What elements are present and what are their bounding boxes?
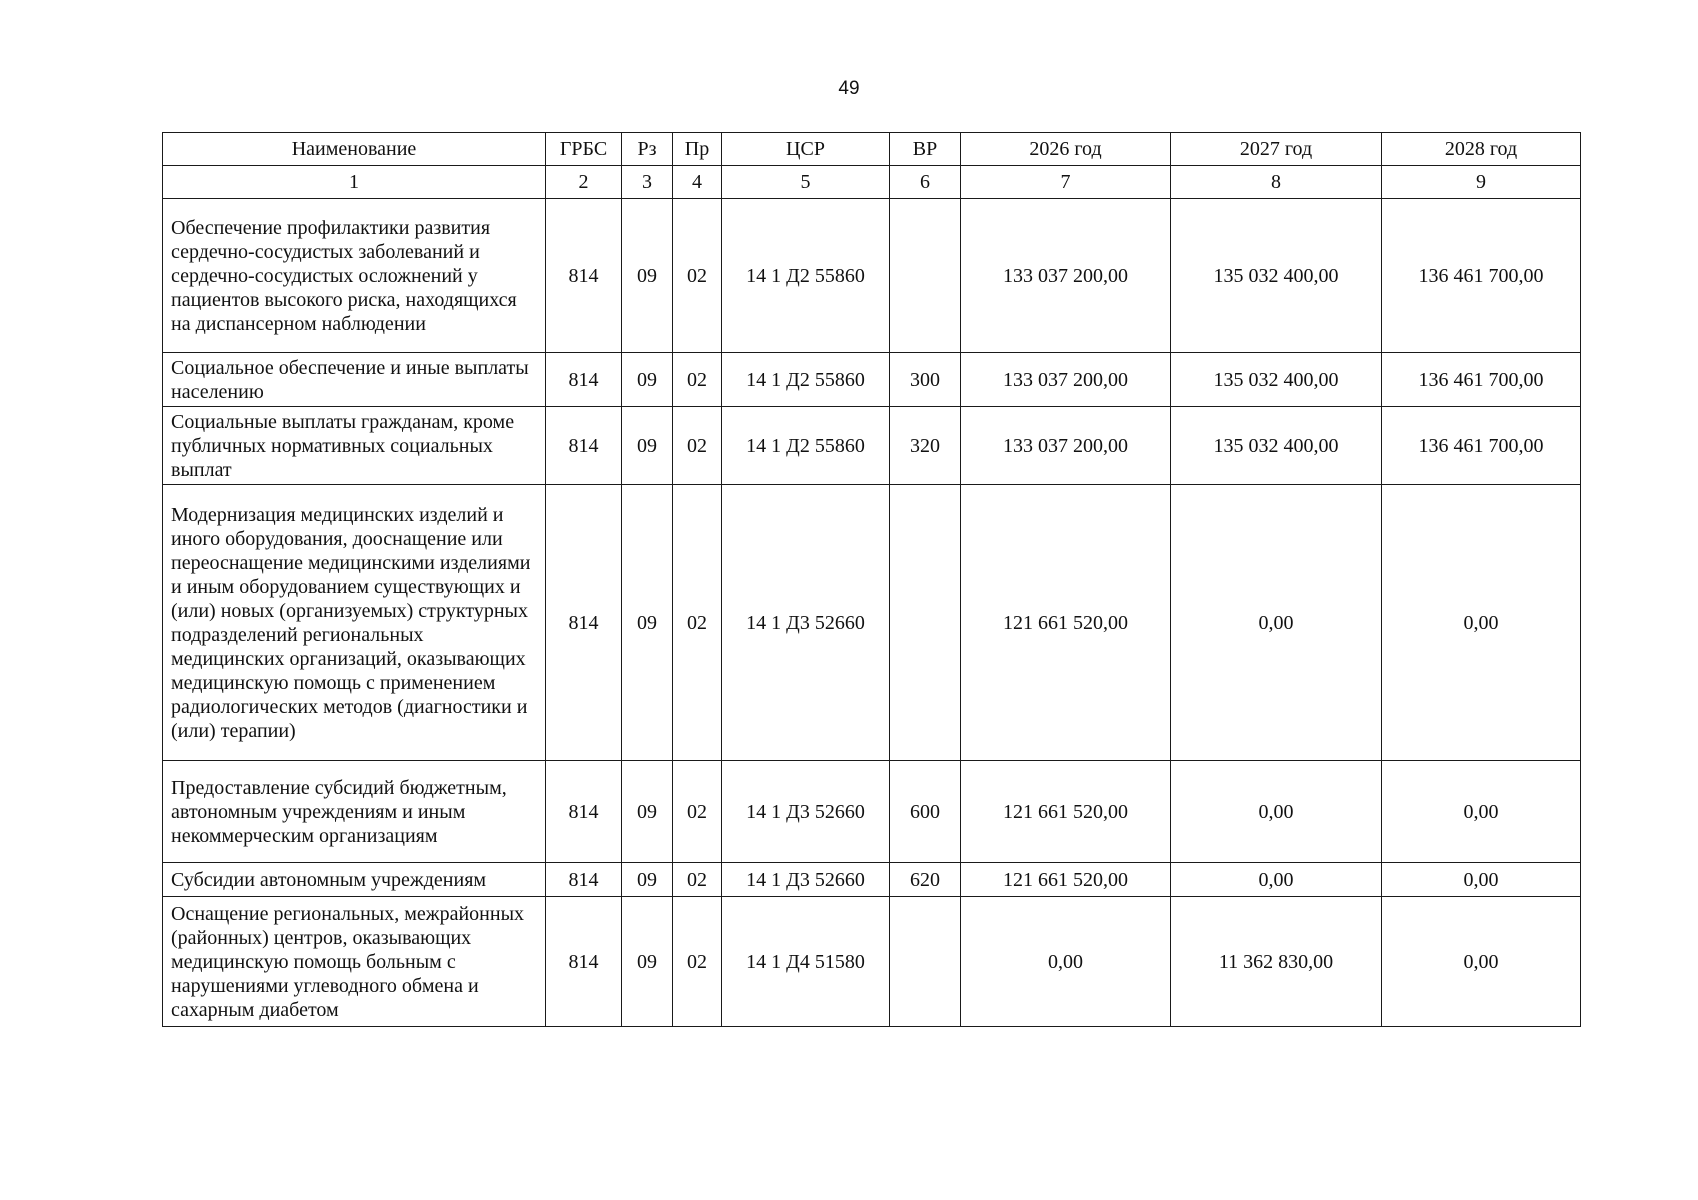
row-name: Модернизация медицинских изделий и иного оборудования, дооснащение или переоснащение медицинскими изделиями и иным оборудованием существующих и (или) новых (организуемых) структурных подразделений региональных медицинских организаций, оказывающих медицинскую помощь с применением радиологических методов (диагностики и (или) терапии) [163, 485, 546, 761]
row-rz: 09 [622, 199, 673, 353]
row-2027: 0,00 [1171, 485, 1382, 761]
header-name: Наименование [163, 133, 546, 166]
row-rz: 09 [622, 353, 673, 407]
row-grbs: 814 [546, 199, 622, 353]
row-vr: 600 [890, 761, 961, 863]
row-2027: 0,00 [1171, 863, 1382, 897]
row-vr: 320 [890, 407, 961, 485]
row-grbs: 814 [546, 353, 622, 407]
row-vr [890, 199, 961, 353]
row-pr: 02 [673, 897, 722, 1027]
row-pr: 02 [673, 863, 722, 897]
page-number: 49 [838, 78, 860, 99]
row-rz: 09 [622, 407, 673, 485]
row-name: Предоставление субсидий бюджетным, автономным учреждениям и иным некоммерческим организациям [163, 761, 546, 863]
column-number: 3 [622, 166, 673, 199]
row-rz: 09 [622, 863, 673, 897]
row-name: Субсидии автономным учреждениям [163, 863, 546, 897]
row-vr: 300 [890, 353, 961, 407]
row-grbs: 814 [546, 485, 622, 761]
row-2026: 121 661 520,00 [961, 485, 1171, 761]
table-row [163, 863, 1581, 897]
row-2027: 0,00 [1171, 761, 1382, 863]
header-2028: 2028 год [1382, 133, 1581, 166]
table-row [163, 199, 1581, 353]
table-row [163, 407, 1581, 485]
row-csr: 14 1 Д2 55860 [722, 353, 890, 407]
row-2027: 135 032 400,00 [1171, 199, 1382, 353]
header-csr: ЦСР [722, 133, 890, 166]
row-rz: 09 [622, 761, 673, 863]
row-2026: 121 661 520,00 [961, 863, 1171, 897]
row-csr: 14 1 Д2 55860 [722, 407, 890, 485]
header-row [163, 133, 1581, 166]
column-number: 5 [722, 166, 890, 199]
row-rz: 09 [622, 485, 673, 761]
table-row [163, 485, 1581, 761]
row-csr: 14 1 Д3 52660 [722, 485, 890, 761]
column-number: 6 [890, 166, 961, 199]
table-row [163, 897, 1581, 1027]
row-pr: 02 [673, 407, 722, 485]
row-2028: 136 461 700,00 [1382, 199, 1581, 353]
row-name: Обеспечение профилактики развития сердечно-сосудистых заболеваний и сердечно-сосудистых осложнений у пациентов высокого риска, находящихся на диспансерном наблюдении [163, 199, 546, 353]
row-2028: 136 461 700,00 [1382, 407, 1581, 485]
row-2028: 0,00 [1382, 897, 1581, 1027]
header-pr: Пр [673, 133, 722, 166]
row-2026: 121 661 520,00 [961, 761, 1171, 863]
column-number: 1 [163, 166, 546, 199]
column-number: 4 [673, 166, 722, 199]
column-number: 8 [1171, 166, 1382, 199]
column-number: 9 [1382, 166, 1581, 199]
row-pr: 02 [673, 353, 722, 407]
row-2027: 135 032 400,00 [1171, 353, 1382, 407]
row-pr: 02 [673, 761, 722, 863]
row-2028: 0,00 [1382, 863, 1581, 897]
row-2026: 133 037 200,00 [961, 353, 1171, 407]
row-grbs: 814 [546, 407, 622, 485]
header-grbs: ГРБС [546, 133, 622, 166]
row-2028: 0,00 [1382, 485, 1581, 761]
table-row [163, 353, 1581, 407]
row-grbs: 814 [546, 863, 622, 897]
row-2026: 133 037 200,00 [961, 407, 1171, 485]
row-grbs: 814 [546, 761, 622, 863]
row-rz: 09 [622, 897, 673, 1027]
row-csr: 14 1 Д3 52660 [722, 761, 890, 863]
header-2026: 2026 год [961, 133, 1171, 166]
row-name: Социальное обеспечение и иные выплаты населению [163, 353, 546, 407]
row-2026: 0,00 [961, 897, 1171, 1027]
header-vr: ВР [890, 133, 961, 166]
row-name: Оснащение региональных, межрайонных (районных) центров, оказывающих медицинскую помощь больным с нарушениями углеводного обмена и сахарным диабетом [163, 897, 546, 1027]
header-2027: 2027 год [1171, 133, 1382, 166]
row-2026: 133 037 200,00 [961, 199, 1171, 353]
row-2028: 136 461 700,00 [1382, 353, 1581, 407]
row-vr [890, 485, 961, 761]
row-pr: 02 [673, 199, 722, 353]
row-2027: 11 362 830,00 [1171, 897, 1382, 1027]
row-csr: 14 1 Д4 51580 [722, 897, 890, 1027]
row-2028: 0,00 [1382, 761, 1581, 863]
header-rz: Рз [622, 133, 673, 166]
column-number: 2 [546, 166, 622, 199]
budget-table [162, 132, 1581, 1027]
row-pr: 02 [673, 485, 722, 761]
column-number-row [163, 166, 1581, 199]
row-csr: 14 1 Д3 52660 [722, 863, 890, 897]
row-2027: 135 032 400,00 [1171, 407, 1382, 485]
table-row [163, 761, 1581, 863]
row-grbs: 814 [546, 897, 622, 1027]
row-vr: 620 [890, 863, 961, 897]
row-vr [890, 897, 961, 1027]
column-number: 7 [961, 166, 1171, 199]
row-csr: 14 1 Д2 55860 [722, 199, 890, 353]
row-name: Социальные выплаты гражданам, кроме публичных нормативных социальных выплат [163, 407, 546, 485]
